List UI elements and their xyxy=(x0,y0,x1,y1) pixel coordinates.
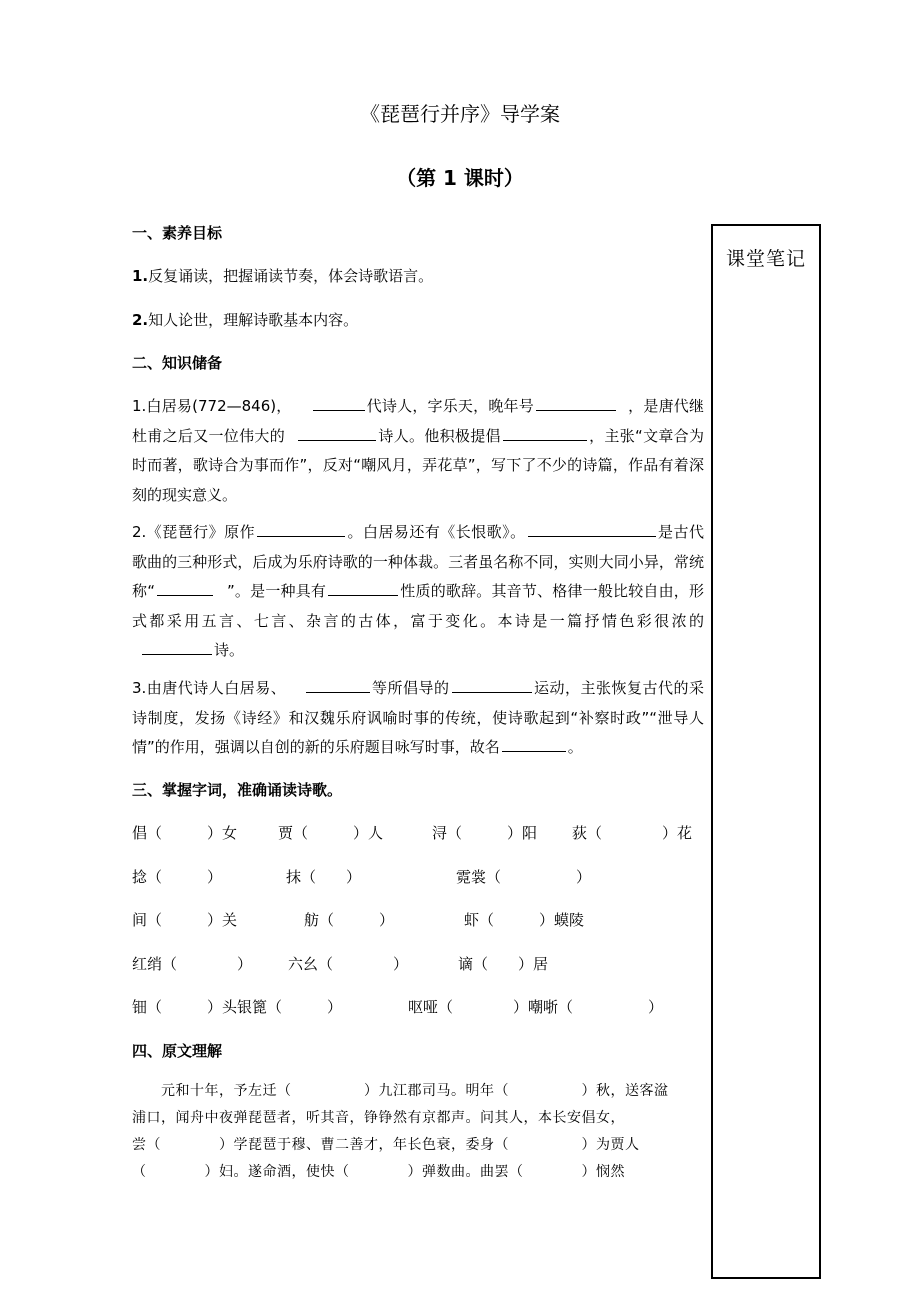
notes-column xyxy=(711,224,821,1279)
fill-blank[interactable] xyxy=(298,425,376,441)
goal-item-1 xyxy=(132,262,704,292)
vocab-item: 间（ ）关 xyxy=(132,911,238,929)
section-heading-goals: 一、素养目标 xyxy=(132,224,223,242)
text: 2.《琵琶行》原作 xyxy=(132,523,256,541)
fill-blank[interactable] xyxy=(536,395,616,411)
fill-blank[interactable] xyxy=(528,521,656,537)
text: 。白居易还有《长恨歌》。 xyxy=(347,523,526,541)
goal-text: 反复诵读，把握诵读节奏，体会诗歌语言。 xyxy=(148,267,434,285)
vocab-item: 六幺（ ） xyxy=(288,955,409,973)
fill-blank[interactable] xyxy=(157,580,213,596)
text: 运动，主张恢复古代的采诗制度，发扬《诗经》和汉魏乐府讽喻时事的传统，使诗歌起到“补察时政”“泄导人情”的作用，强调以自创的新的乐府题目咏写时事，故名 xyxy=(132,679,704,756)
fill-blank[interactable] xyxy=(306,677,370,693)
text: 诗人。他积极提倡 xyxy=(378,426,501,445)
original-line: （ ）妇。遂命酒，使快（ ）弹数曲。曲罢（ ）悯然 xyxy=(132,1164,625,1180)
text: 。 xyxy=(567,738,583,756)
vocab-item: 贾（ ）人 xyxy=(278,824,384,842)
fill-blank[interactable] xyxy=(328,580,398,596)
lesson-subtitle: （第 1 课时） xyxy=(396,166,524,190)
goal-number: 2. xyxy=(132,311,149,329)
fill-blank[interactable] xyxy=(257,521,345,537)
section-heading-vocabulary: 三、掌握字词，准确诵读诗歌。 xyxy=(132,781,343,799)
vocab-item: 倡（ ）女 xyxy=(132,824,238,842)
text: 是古代歌曲的三种形式，后成为乐府诗歌的一种体裁。三者虽名称不同，实则大同小异，常统称“ xyxy=(132,523,704,600)
section-heading-original-text: 四、原文理解 xyxy=(132,1042,223,1060)
knowledge-item-1 xyxy=(132,392,704,510)
vocab-item: 呕哑（ ） xyxy=(408,998,529,1016)
vocab-item: 霓裳（ ） xyxy=(456,868,592,886)
text: 性质的歌辞。其音节、格律一般比较自由，形式都采用五言、七言、杂言的古体，富于变化。本诗是一篇抒情色彩很浓的 xyxy=(132,582,704,630)
fill-blank[interactable] xyxy=(142,639,212,655)
original-text-passage xyxy=(132,1078,712,1186)
vocab-item: 钿（ ）头银篦（ ） xyxy=(132,998,343,1016)
vocab-item: 舫（ ） xyxy=(304,911,395,929)
vocab-item: 荻（ ）花 xyxy=(572,824,693,842)
knowledge-item-3 xyxy=(132,674,704,763)
text: ”。是一种具有 xyxy=(226,582,327,600)
text: 代诗人，字乐天，晚年号 xyxy=(366,397,534,415)
fill-blank[interactable] xyxy=(503,425,587,441)
vocab-item: 嘲哳（ ） xyxy=(528,998,664,1016)
text: 等所倡导的 xyxy=(371,679,450,697)
text: 1.白居易(772—846)， xyxy=(132,397,292,415)
original-line: 浦口，闻舟中夜弹琵琶者，听其音，铮铮然有京都声。问其人，本长安倡女， xyxy=(132,1110,625,1126)
original-line: 元和十年，予左迁（ ）九江郡司马。明年（ ）秋，送客湓 xyxy=(132,1083,669,1099)
goal-item-2 xyxy=(132,306,704,336)
knowledge-item-2 xyxy=(132,518,704,666)
vocab-item: 抹（ ） xyxy=(286,868,362,886)
section-heading-knowledge: 二、知识储备 xyxy=(132,354,223,372)
text: 3.由唐代诗人白居易、 xyxy=(132,679,287,697)
text: ，是唐代继杜甫之后又一位伟大的 xyxy=(132,397,704,445)
fill-blank[interactable] xyxy=(452,677,532,693)
notes-title: 课堂笔记 xyxy=(725,248,806,270)
vocab-item: 虾（ ）蟆陵 xyxy=(464,911,585,929)
fill-blank[interactable] xyxy=(313,395,365,411)
vocab-item: 谪（ ）居 xyxy=(458,955,549,973)
vocab-item: 红绡（ ） xyxy=(132,955,253,973)
original-line: 尝（ ）学琵琶于穆、曹二善才，年长色衰，委身（ ）为贾人 xyxy=(132,1137,640,1153)
text: ，主张“文章合为时而著，歌诗合为事而作”，反对“嘲风月，弄花草”，写下了不少的诗篇，作品有着深刻的现实意义。 xyxy=(132,426,704,504)
vocab-item: 捻（ ） xyxy=(132,868,223,886)
page-title: 《琵琶行并序》导学案 xyxy=(360,102,560,126)
goal-number: 1. xyxy=(132,267,149,285)
vocab-item: 浔（ ）阳 xyxy=(432,824,538,842)
text: 诗。 xyxy=(214,641,245,659)
goal-text: 知人论世，理解诗歌基本内容。 xyxy=(148,311,359,329)
fill-blank[interactable] xyxy=(502,736,566,752)
